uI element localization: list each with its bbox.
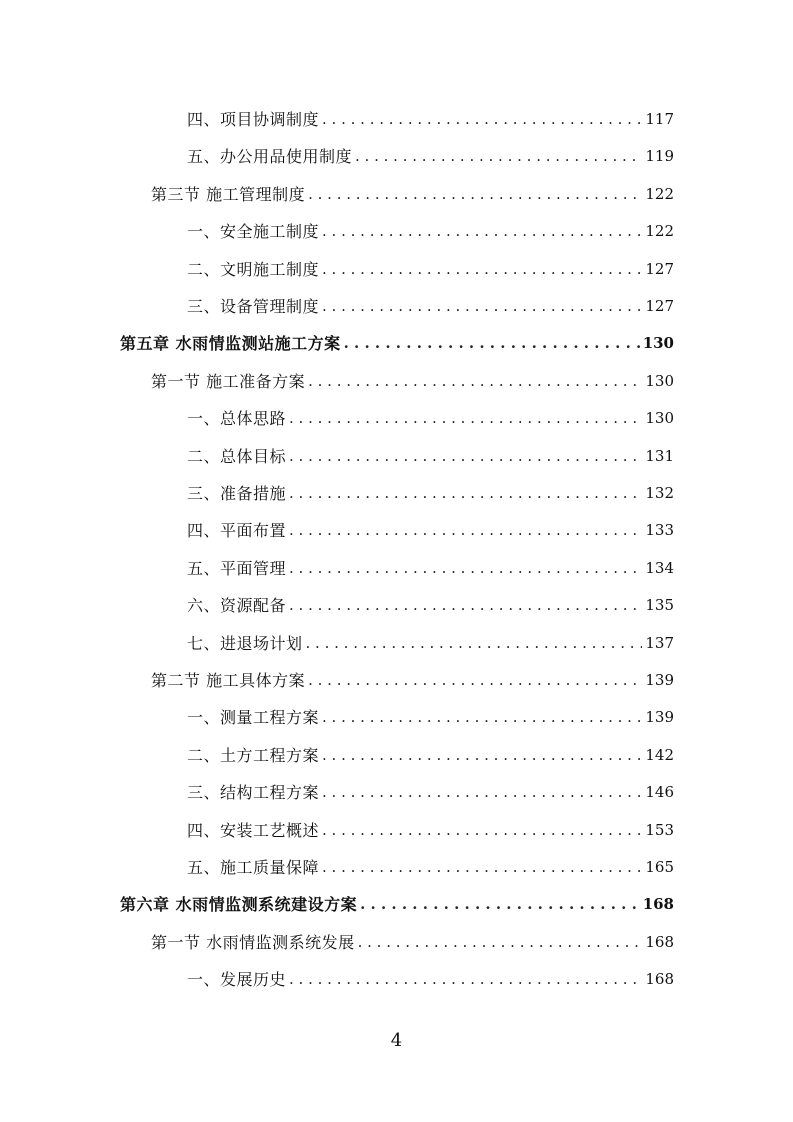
toc-entry-title: 第二节 施工具体方案 [151, 671, 306, 690]
toc-entry-title: 第三节 施工管理制度 [151, 184, 306, 204]
toc-dot-leader [322, 699, 642, 736]
toc-entry-page: 132 [645, 484, 674, 502]
toc-entry-title: 一、发展历史 [187, 970, 287, 990]
toc-entry-title: 七、进退场计划 [187, 633, 303, 653]
toc-dot-leader [289, 512, 642, 549]
toc-dot-leader [322, 101, 642, 138]
toc-entry-page: 139 [645, 671, 674, 689]
toc-dot-leader [358, 924, 643, 961]
toc-dot-leader [322, 849, 642, 886]
toc-entry[interactable] [187, 774, 674, 811]
toc-dot-leader [322, 213, 642, 250]
toc-entry-title: 第一节 施工准备方案 [151, 371, 306, 391]
toc-entry-page: 130 [642, 334, 674, 353]
toc-entry[interactable] [187, 251, 674, 288]
toc-entry[interactable] [187, 961, 674, 998]
toc-entry-page: 119 [645, 147, 674, 166]
toc-dot-leader [308, 662, 642, 699]
toc-entry-page: 127 [645, 297, 674, 315]
toc-entry[interactable] [187, 550, 674, 587]
toc-entry-title: 四、平面布置 [187, 521, 287, 541]
toc-entry-page: 133 [645, 521, 674, 540]
toc-dot-leader [289, 438, 642, 475]
toc-entry-page: 122 [645, 184, 674, 203]
toc-entry[interactable] [151, 363, 674, 400]
toc-entry-title: 第五章 水雨情监测站施工方案 [120, 334, 341, 354]
toc-entry-title: 一、总体思路 [187, 409, 287, 429]
toc-entry-page: 146 [645, 783, 674, 802]
toc-entry-title: 六、资源配备 [187, 596, 287, 616]
toc-entry-title: 一、测量工程方案 [187, 708, 320, 728]
toc-dot-leader [322, 251, 642, 288]
toc-entry[interactable] [187, 475, 674, 512]
toc-dot-leader [355, 138, 642, 175]
toc-entry[interactable] [187, 101, 674, 138]
toc-entry-page: 117 [645, 110, 674, 128]
toc-dot-leader [322, 737, 642, 774]
toc-entry-title: 三、准备措施 [187, 484, 287, 503]
toc-entry-title: 五、办公用品使用制度 [187, 147, 353, 167]
toc-entry-title: 第一节 水雨情监测系统发展 [151, 932, 355, 952]
toc-entry[interactable] [187, 438, 674, 475]
toc-entry[interactable] [120, 886, 674, 923]
toc-dot-leader [306, 625, 643, 662]
toc-entry-title: 第六章 水雨情监测系统建设方案 [120, 895, 358, 915]
toc-dot-leader [289, 587, 642, 624]
toc-dot-leader [344, 325, 640, 362]
page-number: 4 [390, 1030, 403, 1051]
toc-entry-page: 137 [645, 633, 674, 652]
toc-entry[interactable] [151, 662, 674, 699]
toc-entry-page: 130 [645, 371, 674, 390]
toc-entry-page: 165 [645, 858, 674, 876]
toc-dot-leader [308, 176, 642, 213]
toc-entry[interactable] [187, 213, 674, 250]
toc-entry-page: 127 [645, 259, 674, 278]
toc-entry-page: 142 [645, 745, 674, 764]
toc-entry[interactable] [187, 587, 674, 624]
toc-entry[interactable] [187, 699, 674, 736]
toc-dot-leader [289, 550, 642, 587]
toc-entry[interactable] [187, 138, 674, 175]
toc-entry-page: 168 [645, 970, 674, 989]
toc-entry-title: 二、总体目标 [187, 446, 287, 466]
toc-dot-leader [360, 886, 640, 923]
toc-entry-page: 130 [645, 409, 674, 428]
toc-entry[interactable] [187, 737, 674, 774]
toc-dot-leader [322, 812, 642, 849]
toc-entry[interactable] [187, 288, 674, 325]
toc-entry[interactable] [151, 924, 674, 961]
toc-entry[interactable] [187, 812, 674, 849]
toc-entry-title: 四、安装工艺概述 [187, 820, 320, 840]
toc-dot-leader [322, 288, 642, 325]
toc-entry-page: 168 [645, 932, 674, 951]
toc-entry-title: 三、设备管理制度 [187, 297, 320, 316]
toc-dot-leader [289, 961, 642, 998]
toc-entry[interactable] [187, 512, 674, 549]
toc-entry-title: 五、平面管理 [187, 558, 287, 578]
toc-entry-page: 131 [645, 446, 674, 465]
toc-entry-page: 139 [645, 708, 674, 727]
toc-dot-leader [289, 400, 642, 437]
toc-entry-page: 153 [645, 820, 674, 839]
toc-dot-leader [322, 774, 642, 811]
toc-dot-leader [289, 475, 642, 512]
toc-dot-leader [308, 363, 642, 400]
toc-entry[interactable] [187, 400, 674, 437]
toc-entry-page: 135 [645, 596, 674, 615]
toc-entry[interactable] [187, 625, 674, 662]
toc-entry-page: 134 [645, 558, 674, 577]
toc-entry[interactable] [151, 176, 674, 213]
toc-entry[interactable] [187, 849, 674, 886]
toc-entry-title: 四、项目协调制度 [187, 110, 320, 129]
toc-entry-title: 二、土方工程方案 [187, 745, 320, 765]
toc-entry-page: 168 [642, 895, 674, 914]
toc-entry-title: 一、安全施工制度 [187, 222, 320, 242]
toc-entry-title: 三、结构工程方案 [187, 783, 320, 803]
toc-entry-title: 二、文明施工制度 [187, 259, 320, 279]
toc-entry-title: 五、施工质量保障 [187, 858, 320, 877]
toc-entry[interactable] [120, 325, 674, 362]
toc-entry-page: 122 [645, 222, 674, 241]
